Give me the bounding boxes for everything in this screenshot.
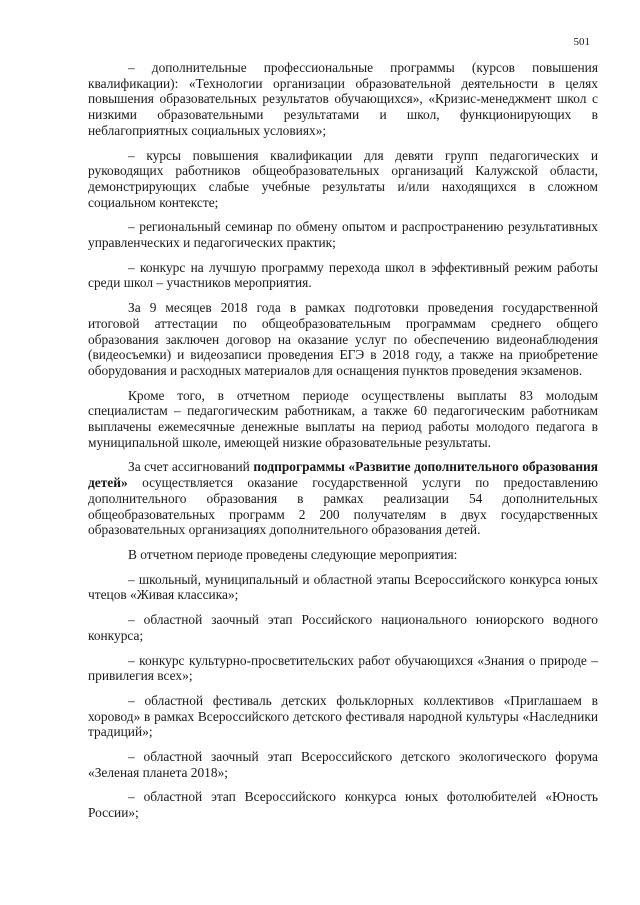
- list-item: – дополнительные профессиональные программы (курсов повышения квалификации): «Технологии организации образовательной деятельности в целях повышения образовательных результатов обучающихся», «Кризис-менеджмент школ с низкими образовательными результатами и школ, функционирующих в неблагоприятных социальных условиях»;: [88, 60, 598, 138]
- list-item: – конкурс культурно-просветительских работ обучающихся «Знания о природе – привилегия всех»;: [88, 652, 598, 684]
- document-body: [88, 60, 598, 830]
- list-item: – областной заочный этап Российского национального юниорского водного конкурса;: [88, 612, 598, 643]
- list-item: – областной фестиваль детских фольклорных коллективов «Приглашаем в хоровод» в рамках Всероссийского детского фестиваля народной культуры «Наследники традиций»;: [88, 692, 598, 740]
- paragraph-text: За счет ассигнований: [128, 459, 254, 475]
- page-number: 501: [573, 36, 590, 48]
- paragraph: Кроме того, в отчетном периоде осуществлены выплаты 83 молодым специалистам – педагогическим работникам, а также 60 педагогическим работникам выплачены ежемесячные денежные выплаты на период работы молодого педагога в муниципальной школе, имеющей низкие образовательные результаты.: [88, 387, 598, 450]
- paragraph: [88, 459, 598, 538]
- list-item: – курсы повышения квалификации для девяти групп педагогических и руководящих работников общеобразовательных организаций Калужской области, демонстрирующих слабые учебные результаты и/или находящихся в сложном социальном контексте;: [88, 147, 598, 210]
- paragraph-text: осуществляется оказание государственной услуги по предоставлению дополнительного образования в рамках реализации 54 дополнительных общеобразовательных программ 2 200 получателям в двух государственных образовательных организациях дополнительного образования детей.: [88, 475, 598, 538]
- subprogram-title: подпрограммы «Развитие дополнительного образования детей»: [88, 459, 599, 491]
- list-item: – областной этап Всероссийского конкурса юных фотолюбителей «Юность России»;: [88, 789, 598, 821]
- list-item: – областной заочный этап Всероссийского детского экологического форума «Зеленая планета 2018»;: [88, 749, 598, 780]
- list-item: – региональный семинар по обмену опытом и распространению результативных управленческих и педагогических практик;: [88, 219, 598, 251]
- paragraph: В отчетном периоде проведены следующие мероприятия:: [128, 546, 458, 562]
- paragraph: За 9 месяцев 2018 года в рамках подготовки проведения государственной итоговой аттестации по общеобразовательным программам среднего общего образования заключен договор на оказание услуг по обеспечению видеонаблюдения (видеосъемки) и видеозаписи проведения ЕГЭ в 2018 году, а также на приобретение оборудования и расходных материалов для оснащения пунктов проведения экзаменов.: [88, 300, 598, 378]
- list-item: – конкурс на лучшую программу перехода школ в эффективный режим работы среди школ – участников мероприятия.: [88, 259, 598, 291]
- list-item: – школьный, муниципальный и областной этапы Всероссийского конкурса юных чтецов «Живая классика»;: [88, 571, 598, 603]
